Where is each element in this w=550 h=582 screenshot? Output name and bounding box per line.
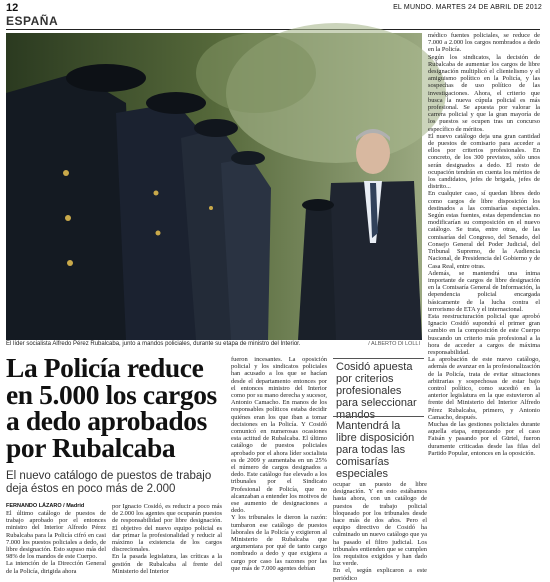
pullquote-1: Cosidó apuesta por criterios profesionales para seleccionar mandos (336, 361, 417, 421)
article-column-2-text: por Ignacio Cosidó, es reducir a poco más de 2.000 los agentes que ocuparán puestos de responsabilidad por libre designación. El objetivo del nuevo equipo policial es dar primar la profesionalidad y reducir al máximo la existencia de los cargos discrecionales. En la pasada legislatura, las críticas a la gestión de Rubalcaba al frente del Ministerio del Interior (112, 503, 222, 575)
article-column-1-text: El último catálogo de puestos de trabajo aprobado por el entonces ministro del Interior Alfredo Pérez Rubalcaba para la Policía cifró en casi 7.000 los puestos policiales a dedo, de libre designación. Esto supuso más del 98% de los mandos de este Cuerpo. La intención de la Dirección General de la Policía, dirigida ahora (6, 510, 106, 575)
newspaper-date-line: EL MUNDO. MARTES 24 DE ABRIL DE 2012 (393, 4, 542, 11)
police-officers-photo (6, 33, 422, 340)
news-photo (6, 33, 422, 340)
pullquote-rule-top (333, 358, 424, 359)
article-subhead: El nuevo catálogo de puestos de trabajo deja éstos en poco más de 2.000 (6, 470, 212, 495)
pullquote-2: Mantendrá la libre disposición para todas las comisarías especiales (336, 420, 415, 480)
article-column-1 (6, 510, 106, 578)
section-rule (6, 29, 540, 30)
article-column-3-text: fueron incesantes. La oposición policial y los sindicatos policiales han acusado a los que se hacían desde el departamento entonces por el entonces ministro del Interior como por su mano derecha y sucesor, Antonio Camacho. En manos de los responsables políticos estaba decidir quiénes eran los que iban a tomar decisiones en la Policía. Y Cosidó comunicó en numerosas ocasiones esta actitud de Rubalcaba. El último catálogo de puestos policiales aprobado por el ahora líder socialista es de 2009 y aumentaba en un 25% el número de cargos designados a dedo. Este catálogo fue elevado a los tribunales por el Sindicato Profesional de Policía, que no alcanzaban a entender los motivos de ese aumento de designaciones a dedo. Y los tribunales le dieron la razón: tumbaron ese catálogo de puestos laborales de la Policía y exigieron al Ministerio de Rubalcaba que argumentara por qué de tanto cargo nombrado a dedo y que exigiera a cargo por caso las razones por las que más de 7.000 agentes debían (231, 356, 327, 572)
article-column-3 (231, 356, 327, 578)
article-column-5 (428, 32, 540, 578)
article-column-4 (333, 481, 427, 582)
photo-caption (6, 341, 422, 347)
photo-caption-text: El líder socialista Alfredo Pérez Rubalcaba, junto a mandos policiales, durante su etapa de ministro del Interior. (6, 341, 301, 347)
section-label: ESPAÑA (6, 14, 59, 28)
pullquote-rule-middle (333, 416, 424, 417)
article-column-5-text: médico fuentes policiales, se reduce de 7.000 a 2.000 los cargos nombrados a dedo en la Policía. Según los sindicatos, la decisión de Rubalcaba de aumentar los cargos de libre designación multiplicó el clientelismo y el amiguismo político en la Policía, y las sospechas de uso político de las investigaciones. Ahora, el criterio que busca la nueva cúpula policial es más profesional. Se apuesta por valorar la carrera policial y que la gran mayoría de los puestos se ocupen tras un concurso específico de méritos. El nuevo catálogo deja una gran cantidad de puestos de comisario para acceder a ellos por criterios profesionales. En concreto, de los 300 previstos, sólo unos serán designados a dedo. El resto de ocupación tendrán en cuenta los méritos de los candidatos, jefes de brigada, jefes de distrito... En cualquier caso, sí quedan libres dedo como cargos de libre disposición los destinados a las comisarías especiales. Según estas fuentes, estas dependencias no modificarían su composición en el nuevo catálogo. Se trata, entre otras, de las comisarías del Congreso, del Senado, del Consejo General del Poder Judicial, del Tribunal Supremo, de la Audiencia Nacional, de Presidencia del Gobierno y de Casa Real, entre otras. Además, se mantendrá una ínima importante de cargos de libre designación en la Comisaría General de Información, la dependencia policial encargada básicamente de la lucha contra el terrorismo de ETA y el internacional. Esta reestructuración policial que aprobó Ignacio Cosidó supondrá el primer gran cambio en la composición de este Cuerpo buscando un criterio más profesional a la hora de acceder a cargos de máxima responsabilidad. La aprobación de este nuevo catálogo, además de avanzar en la profesionalización de la Policía, trata de evitar situaciones arbitrarias y sospechosas de estar bajo control político, como sucedió en la anterior legislatura en la que estuvieron al frente del Ministerio del Interior Alfredo Pérez Rubalcaba, primero, y Antonio Camacho, después. Muchas de las gestiones policiales durante aquella etapa, empezando por el caso Faisán y pasando por el Gürtel, fueron duramente criticadas desde las filas del Partido Popular, entonces en la oposición. (428, 32, 540, 457)
byline: FERNANDO LÁZARO / Madrid (6, 503, 85, 509)
page-number: 12 (6, 2, 19, 14)
article-column-2 (112, 503, 222, 578)
article-headline: La Policía reduce en 5.000 los cargos a dedo aprobados por Rubalcaba (6, 352, 217, 463)
photo-credit: / ALBERTO DI LOLLI (368, 341, 420, 347)
article-column-4-text: ocupar un puesto de libre designación. Y en esto estábamos hasta ahora, con un catálogo de puestos de trabajo policial bloqueado por los tribunales desde hace más de dos años. Pero el equipo directivo de Cosidó ha culminado un nuevo catálogo que ya ha pasado el filtro judicial. Los tribunales entienden que se cumplen los requisitos exigidos y han dado luz verde. En el, según explicaron a este periódico (333, 481, 427, 582)
